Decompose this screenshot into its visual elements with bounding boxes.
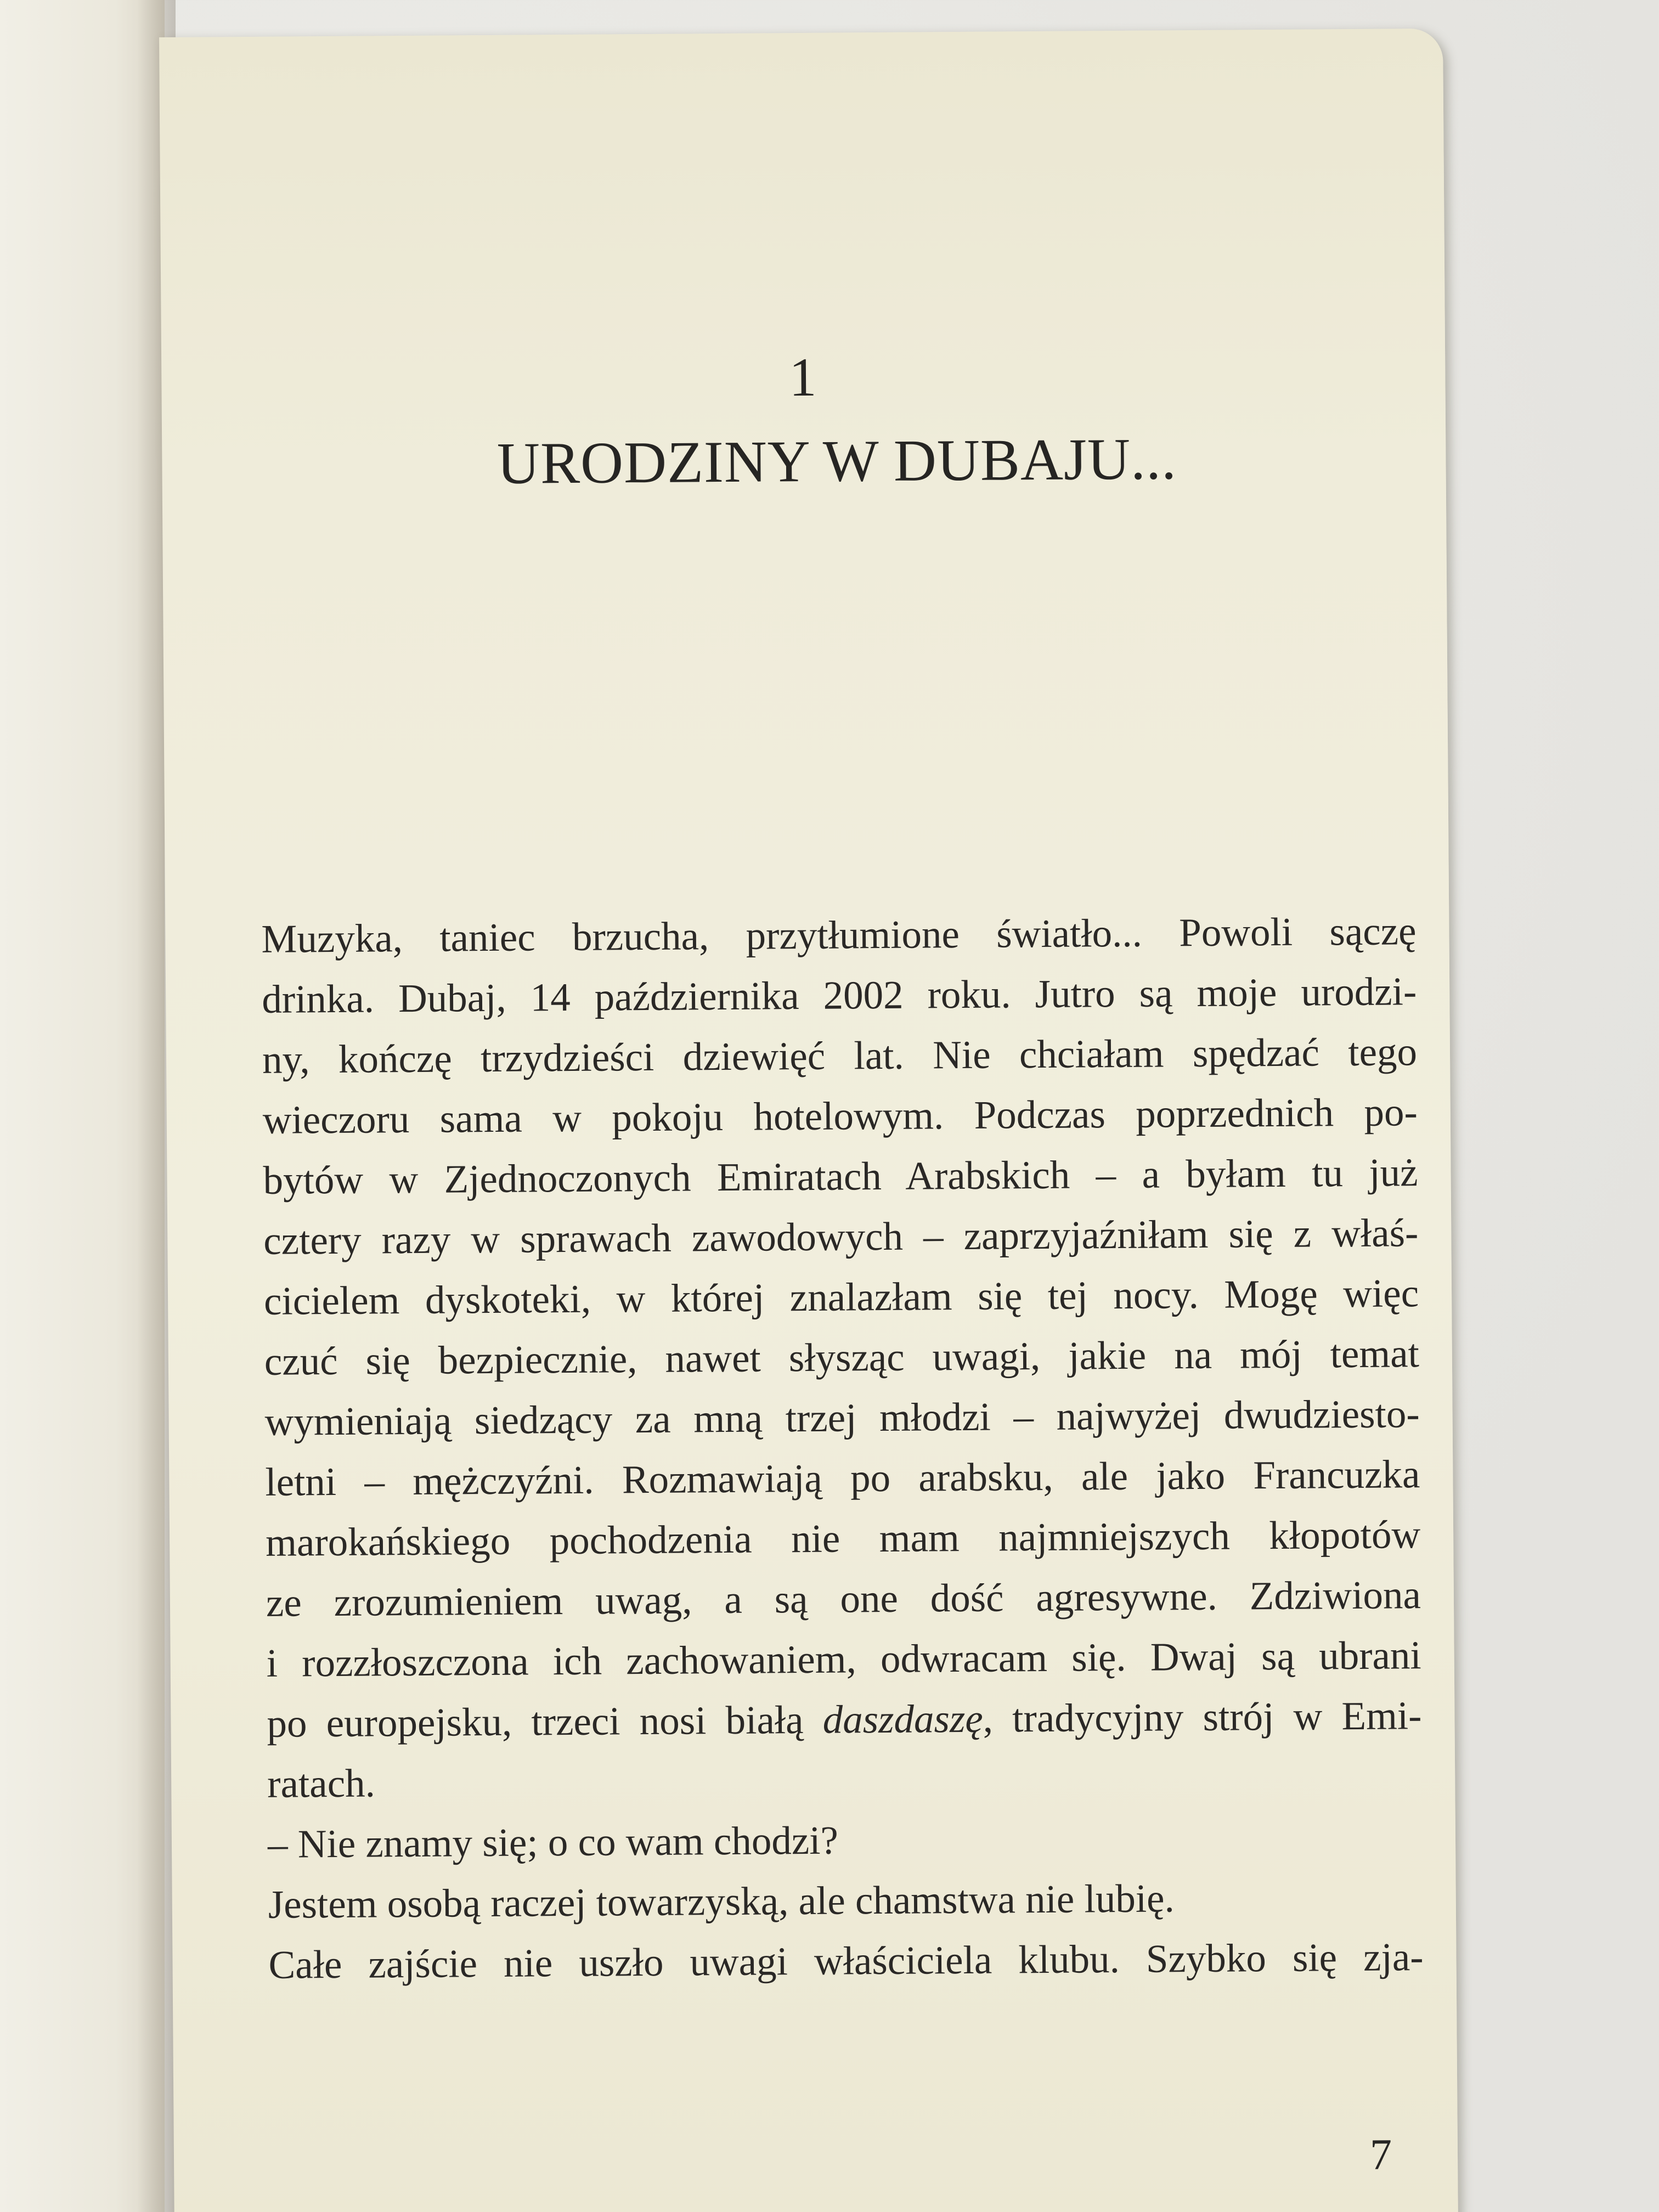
italic-term: daszdaszę xyxy=(822,1696,984,1742)
text-line-with-italic xyxy=(204,1685,1422,1754)
text-line: czuć się bezpiecznie, nawet słysząc uwagi, jakie na mój temat xyxy=(264,1331,1420,1384)
paragraph-line: Jestem osobą raczej towarzyską, ale chamstwa nie lubię. xyxy=(268,1876,1175,1927)
book-page xyxy=(159,29,1458,2212)
paragraph-opening xyxy=(198,901,1422,1814)
text-line: wieczoru sama w pokoju hotelowym. Podczas poprzednich po- xyxy=(262,1090,1418,1142)
text-line: ny, kończę trzydzieści dziewięć lat. Nie chciałam spędzać tego xyxy=(262,1029,1418,1082)
text-fragment: po europejsku, trzeci nosi białą xyxy=(267,1697,823,1746)
text-line: cztery razy w sprawach zawodowych – zaprzyjaźniłam się z właś- xyxy=(263,1210,1419,1263)
page-number: 7 xyxy=(1369,2130,1392,2179)
text-line: wymieniają siedzący za mną trzej młodzi – najwyżej dwudziesto- xyxy=(264,1391,1420,1444)
text-line: drinka. Dubaj, 14 października 2002 roku. Jutro są moje urodzi- xyxy=(261,969,1417,1022)
chapter-title: URODZINY W DUBAJU... xyxy=(496,426,1177,496)
text-line: marokańskiego pochodzenia nie mam najmniejszych kłopotów xyxy=(265,1512,1421,1565)
text-line: letni – mężczyźni. Rozmawiają po arabsku, ale jako Francuzka xyxy=(265,1452,1420,1504)
text-line: ze zrozumieniem uwag, a są one dość agresywne. Zdziwiona xyxy=(266,1572,1421,1625)
chapter-body xyxy=(198,901,1424,1995)
text-line: ratach. xyxy=(267,1760,376,1806)
paragraph-line: Całe zajście nie uszło uwagi właściciela klubu. Szybko się zja- xyxy=(268,1934,1424,1987)
text-fragment: , tradycyjny strój w Emi- xyxy=(983,1693,1422,1741)
dialogue-line: – Nie znamy się; o co wam chodzi? xyxy=(267,1818,839,1866)
text-line: bytów w Zjednoczonych Emiratach Arabskich – a byłam tu już xyxy=(263,1150,1418,1203)
chapter-number: 1 xyxy=(788,346,818,408)
text-line: cicielem dyskoteki, w której znalazłam się tej nocy. Mogę więc xyxy=(263,1271,1419,1323)
text-line: i rozzłoszczona ich zachowaniem, odwracam się. Dwaj są ubrani xyxy=(266,1633,1421,1685)
text-line: Muzyka, taniec brzucha, przytłumione światło... Powoli sączę xyxy=(261,909,1417,961)
